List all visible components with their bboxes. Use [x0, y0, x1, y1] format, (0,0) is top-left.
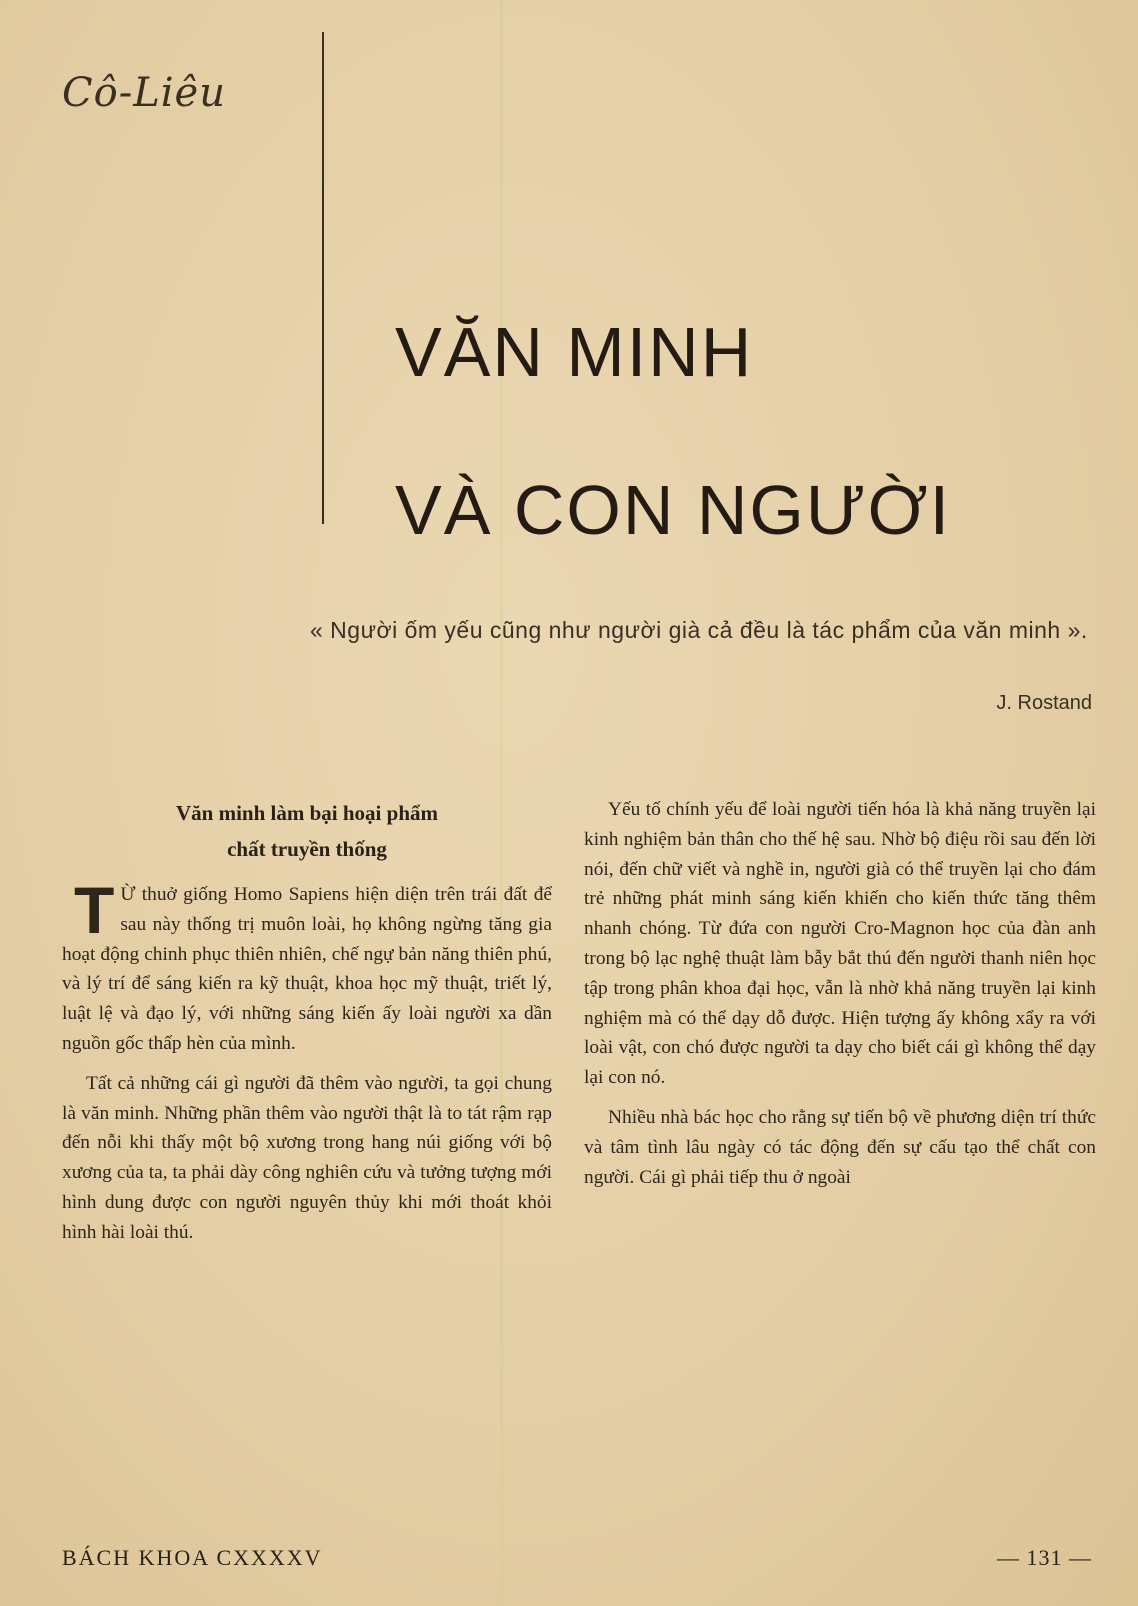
- drop-cap: T: [74, 873, 115, 947]
- footer-page-number: — 131 —: [997, 1545, 1092, 1570]
- epigraph-attribution: J. Rostand: [996, 692, 1092, 714]
- section-heading-line-2: chất truyền thống: [227, 837, 387, 861]
- title-divider: [322, 32, 324, 524]
- paragraph: Nhiều nhà bác học cho rằng sự tiến bộ về phương diện trí thức và tâm tình lâu ngày có tác động đến sự cấu tạo thể chất con người. Cái gì phải tiếp thu ở ngoài: [584, 1106, 1096, 1188]
- paragraph: Yếu tố chính yếu để loài người tiến hóa là khả năng truyền lại kinh nghiệm bản thân cho thế hệ sau. Nhờ bộ điệu rồi sau đến lời nói, đến chữ viết và nghề in, người già có thể truyền lại cho đám trẻ những phát minh sáng kiến khiến cho kiến thức tăng thêm nhanh chóng. Từ đứa con người Cro-Magnon học của đàn anh trong bộ lạc nghệ thuật làm bẫy bắt thú đến người thanh niên học tập trong phân khoa đại học, vẫn là nhờ khả năng truyền lại kinh nghiệm mà có thể dạy dỗ được. Hiện tượng ấy không xẩy ra với loài vật, con chó được người ta dạy cho biết cái gì không thể dạy lại con nó.: [584, 799, 1096, 1089]
- footer-publication: BÁCH KHOA CXXXXV: [62, 1545, 323, 1570]
- paragraph: [62, 873, 552, 1059]
- epigraph-quote: « Người ốm yếu cũng như người già cả đều là tác phẩm của văn minh ».: [310, 617, 1088, 643]
- author-signature: Cô-Liêu: [62, 70, 226, 116]
- paragraph: Tất cả những cái gì người đã thêm vào người, ta gọi chung là văn minh. Những phần thêm vào người thật là to tát rậm rạp đến nỗi khi thấy một bộ xương trong hang núi giống với bộ xương của ta, ta phải dày công nghiên cứu và tưởng tượng mới hình dung được con người nguyên thủy khi mới thoát khỏi hình hài loài thú.: [62, 1072, 552, 1243]
- title-line-1: VĂN MINH: [395, 313, 754, 391]
- section-heading: [62, 795, 552, 867]
- column-left: [62, 873, 552, 1248]
- title-line-2: VÀ CON NGƯỜI: [395, 471, 952, 549]
- column-right: [584, 795, 1096, 1192]
- paragraph-text: Ừ thuở giống Homo Sapiens hiện diện trên trái đất để sau này thống trị muôn loài, họ không ngừng tăng gia hoạt động chinh phục thiên nhiên, chế ngự bản năng thiên phú, và lý trí để sáng kiến ra kỹ thuật, khoa học mỹ thuật, triết lý, luật lệ và đạo lý, với những sáng kiến ấy loài người xa dần nguồn gốc thấp hèn của mình.: [62, 884, 552, 1054]
- section-heading-line-1: Văn minh làm bại hoại phẩm: [176, 801, 438, 825]
